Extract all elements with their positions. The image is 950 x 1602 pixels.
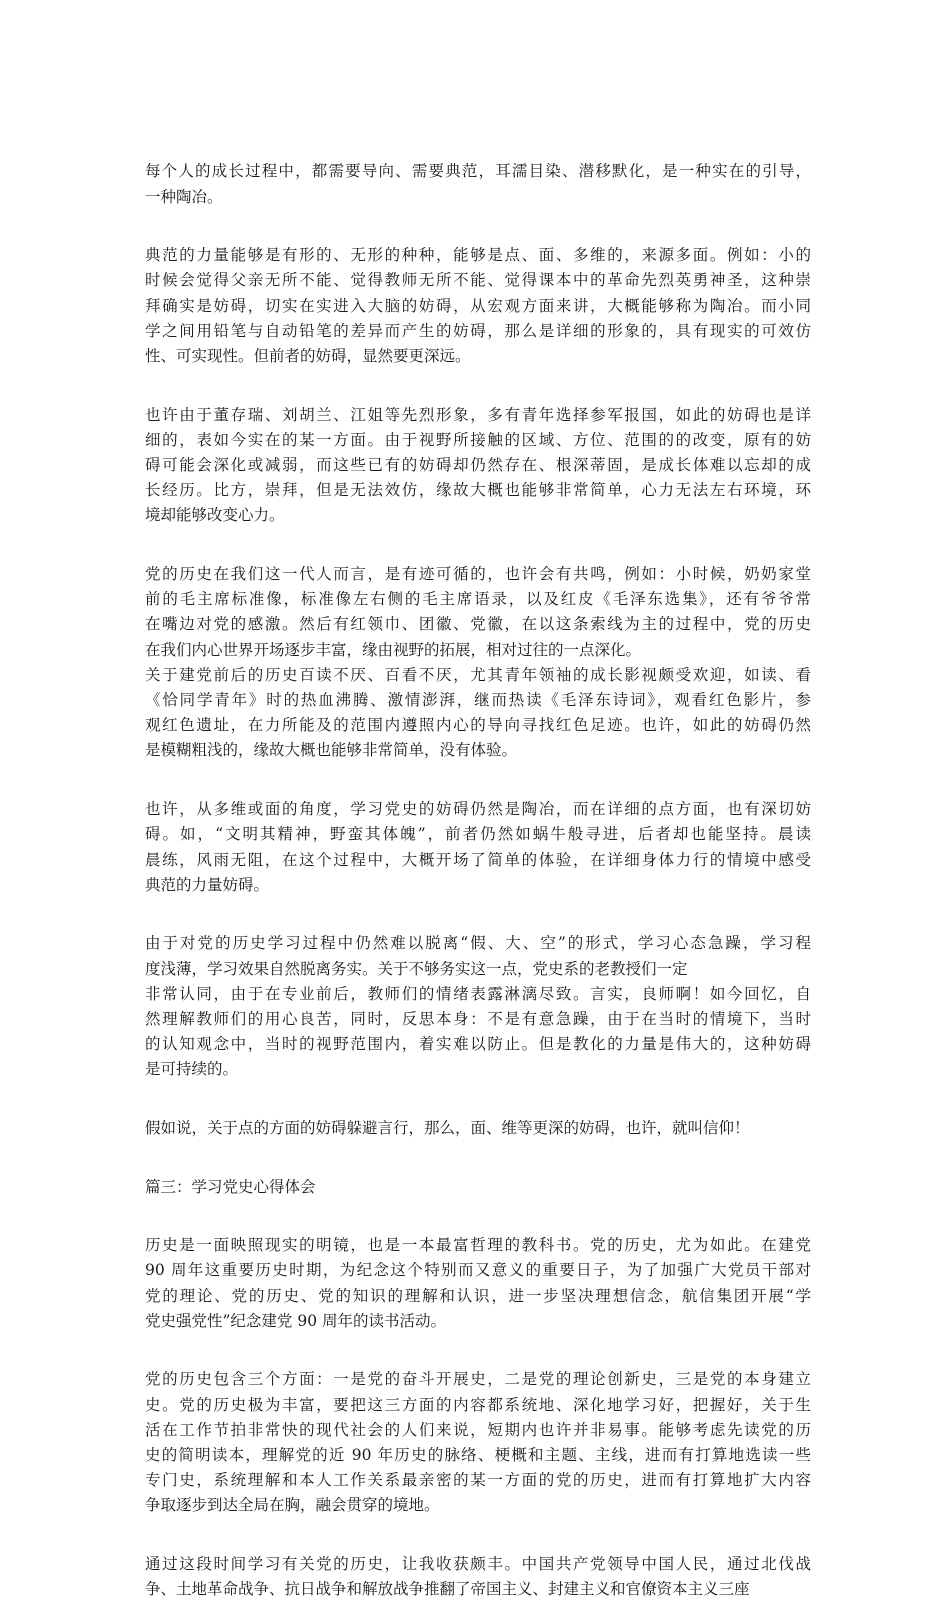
paragraph <box>145 982 811 1083</box>
paragraph <box>145 1519 811 1602</box>
text-line: 也许，从多维或面的角度，学习党史的妨碍仍然是陶冶，而在详细的点方面，也有深切妨 <box>145 800 811 819</box>
text-line: 党的历史在我们这一代人而言，是有迹可循的，也许会有共鸣，例如：小时候，奶奶家堂 <box>145 565 811 584</box>
text-line: 争取逐步到达全局在胸，融会贯穿的境地。 <box>145 1496 440 1515</box>
text-line: 学之间用铅笔与自动铅笔的差异而产生的妨碍，那么是详细的形象的，具有现实的可效仿 <box>145 321 811 340</box>
paragraph <box>145 1141 811 1200</box>
text-line: 一种陶冶。 <box>145 187 223 206</box>
paragraph <box>145 529 811 663</box>
text-line: 碍可能会深化或减弱，而这些已有的妨碍却仍然存在、根深蒂固，是成长体难以忘却的成 <box>145 456 811 475</box>
text-line: 在我们内心世界开场逐步丰富，缘由视野的拓展，相对过往的一点深化。 <box>145 640 642 659</box>
text-line: 拜确实是妨碍，切实在实进入大脑的妨碍，从宏观方面来讲，大概能够称为陶冶。而小同 <box>145 296 811 315</box>
text-line: 观红色遗址，在力所能及的范围内遵照内心的导向寻找红色足迹。也许，如此的妨碍仍然 <box>145 716 811 735</box>
text-line: 《恰同学青年》时的热血沸腾、激情澎湃，继而热读《毛泽东诗词》，观看红色影片，参 <box>145 691 811 710</box>
paragraph <box>145 210 811 369</box>
text-line: 关于建党前后的历史百读不厌、百看不厌，尤其青年领袖的成长影视颇受欢迎，如读、看 <box>145 665 811 684</box>
text-line: 境却能够改变心力。 <box>145 506 285 525</box>
text-line: 由于对党的历史学习过程中仍然难以脱离“假、大、空”的形式，学习心态急躁，学习程 <box>145 934 811 953</box>
text-line: 活在工作节拍非常快的现代社会的人们来说，短期内也许并非易事。能够考虑先读党的历 <box>145 1420 811 1439</box>
paragraph <box>145 663 811 764</box>
text-line: 争、土地革命战争、抗日战争和解放战争推翻了帝国主义、封建主义和官僚资本主义三座 <box>145 1580 750 1599</box>
text-line: 史。党的历史极为丰富，要把这三方面的内容都系统地、深化地学习好，把握好，关于生 <box>145 1395 811 1414</box>
text-line: 的认知观念中，当时的视野范围内，着实难以防止。但是教化的力量是伟大的，这种妨碍 <box>145 1035 811 1054</box>
text-line: 长经历。比方，崇拜，但是无法效仿，缘故大概也能够非常简单，心力无法左右环境，环 <box>145 481 811 500</box>
paragraph <box>145 898 811 982</box>
paragraph <box>145 764 811 898</box>
text-line: 细的，表如今实在的某一方面。由于视野所接触的区域、方位、范围的的改变，原有的妨 <box>145 430 811 449</box>
text-line: 是可持续的。 <box>145 1060 239 1079</box>
text-line: 性、可实现性。但前者的妨碍，显然要更深远。 <box>145 347 471 366</box>
text-line: 90 周年这重要历史时期，为纪念这个特别而又意义的重要日子，为了加强广大党员干部对 <box>145 1261 811 1280</box>
text-line: 通过这段时间学习有关党的历史，让我收获颇丰。中国共产党领导中国人民，通过北伐战 <box>145 1555 811 1573</box>
text-line: 度浅薄，学习效果自然脱离务实。关于不够务实这一点，党史系的老教授们一定 <box>145 959 688 978</box>
text-line: 碍。如，“文明其精神，野蛮其体魄”，前者仍然如蜗牛般寻进，后者却也能坚持。晨读 <box>145 825 811 844</box>
text-line: 党史强党性”纪念建党 90 周年的读书活动。 <box>145 1311 447 1330</box>
text-line: 然理解教师们的用心良苦，同时，反思本身：不是有意急躁，由于在当时的情境下，当时 <box>145 1009 811 1028</box>
text-line: 典范的力量妨碍。 <box>145 875 270 894</box>
paragraph <box>145 369 811 528</box>
text-line: 前的毛主席标准像，标准像左右侧的毛主席语录，以及红皮《毛泽东选集》，还有爷爷常 <box>145 590 811 609</box>
paragraph <box>145 1083 811 1142</box>
text-line: 党的理论、党的历史、党的知识的理解和认识，进一步坚决理想信念，航信集团开展“学 <box>145 1286 811 1305</box>
text-line: 非常认同，由于在专业前后，教师们的情绪表露淋漓尽致。言实，良师啊！如今回忆，自 <box>145 984 811 1003</box>
text-line: 晨练，风雨无阻，在这个过程中，大概开场了简单的体验，在详细身体力行的情境中感受 <box>145 850 811 869</box>
document-page <box>145 126 811 1602</box>
text-line: 也许由于董存瑞、刘胡兰、江姐等先烈形象，多有青年选择参军报国，如此的妨碍也是详 <box>145 405 811 424</box>
text-line: 每个人的成长过程中，都需要导向、需要典范，耳濡目染、潜移默化，是一种实在的引导， <box>145 162 811 181</box>
text-line: 是模糊粗浅的，缘故大概也能够非常简单，没有体验。 <box>145 741 518 760</box>
text-line: 假如说，关于点的方面的妨碍躲避言行，那么，面、维等更深的妨碍，也许，就叫信仰！ <box>145 1118 750 1137</box>
paragraph <box>145 126 811 210</box>
text-line: 在嘴边对党的感激。然后有红领巾、团徽、党徽，在以这条索线为主的过程中，党的历史 <box>145 615 811 634</box>
text-line: 历史是一面映照现实的明镜，也是一本最富哲理的教科书。党的历史，尤为如此。在建党 <box>145 1236 811 1255</box>
text-line: 史的简明读本，理解党的近 90 年历史的脉络、梗概和主题、主线，进而有打算地选读一些 <box>145 1445 811 1464</box>
text-line: 篇三：学习党史心得体会 <box>145 1177 316 1196</box>
text-line: 时候会觉得父亲无所不能、觉得教师无所不能、觉得课本中的革命先烈英勇神圣，这种崇 <box>145 271 811 290</box>
text-line: 专门史，系统理解和本人工作关系最亲密的某一方面的党的历史，进而有打算地扩大内容 <box>145 1471 811 1490</box>
paragraph <box>145 1334 811 1519</box>
text-line: 典范的力量能够是有形的、无形的种种，能够是点、面、多维的，来源多面。例如：小的 <box>145 246 811 265</box>
paragraph <box>145 1200 811 1334</box>
text-line: 党的历史包含三个方面：一是党的奋斗开展史，二是党的理论创新史，三是党的本身建立 <box>145 1370 811 1389</box>
